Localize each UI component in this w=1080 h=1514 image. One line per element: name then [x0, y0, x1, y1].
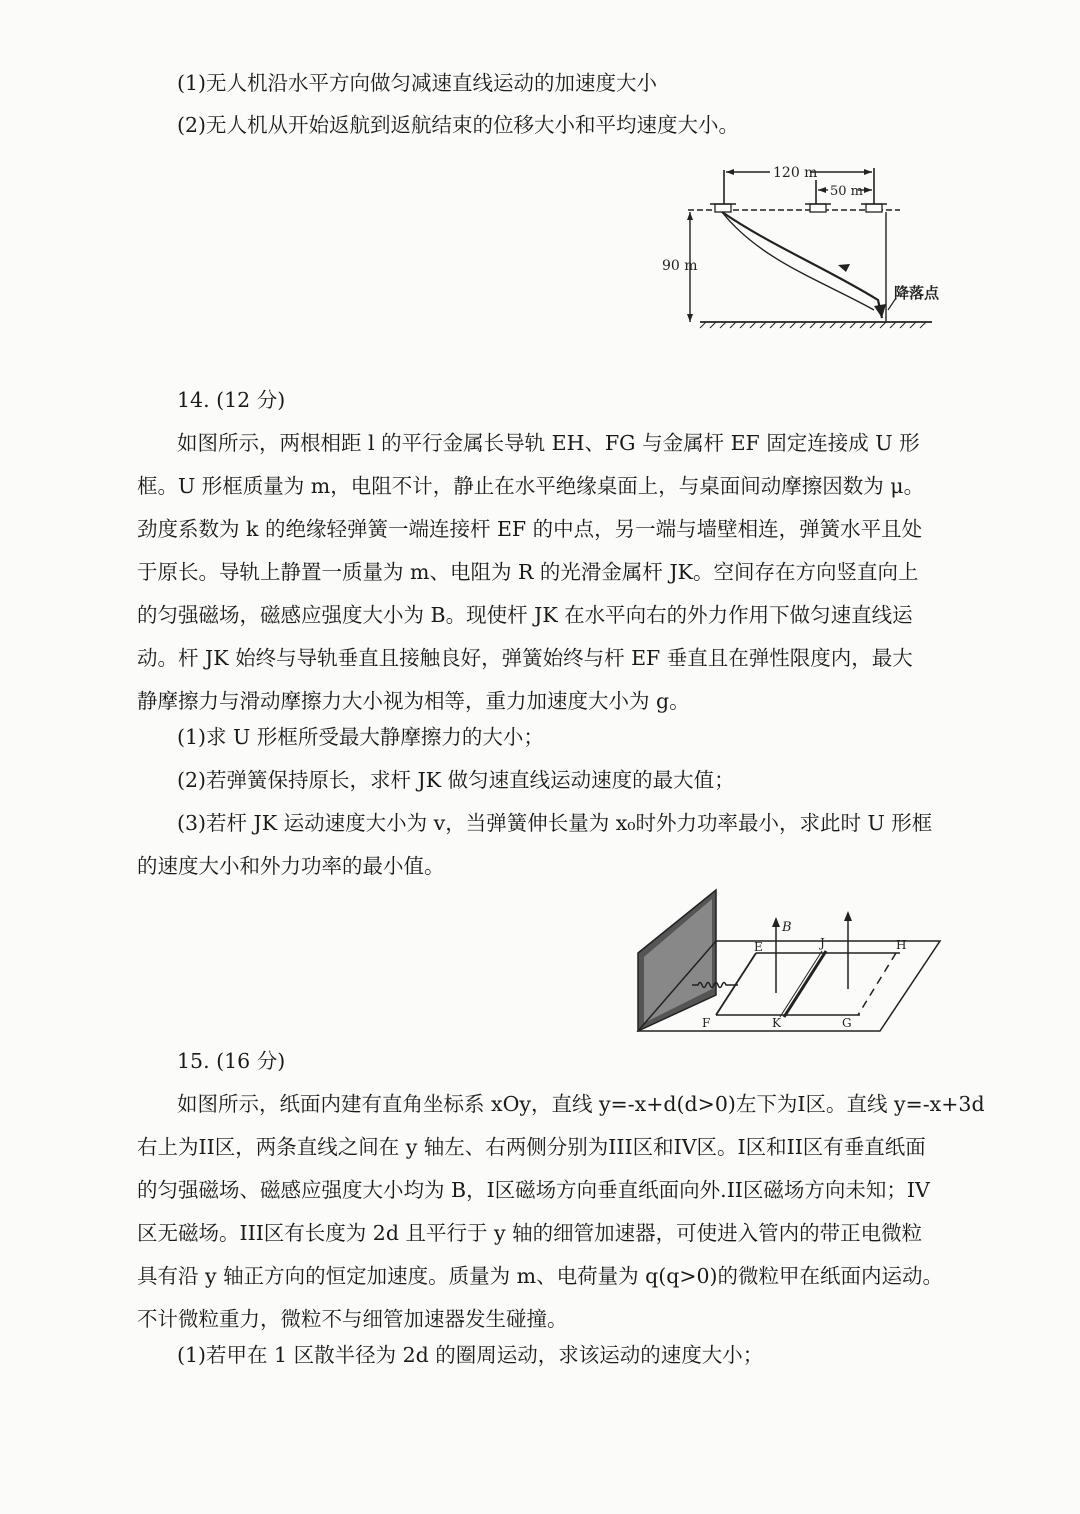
q14-header: 14. (12 分): [177, 388, 286, 412]
q15-line-4: 区无磁场。III区有长度为 2d 且平行于 y 轴的细管加速器，可使进入管内的带正电微粒: [137, 1221, 923, 1245]
drone-trajectory-figure: [660, 150, 960, 340]
label-K: K: [772, 1016, 781, 1030]
label-J: J: [820, 936, 825, 950]
q14-sub2: (2)若弹簧保持原长，求杆 JK 做匀速直线运动速度的最大值；: [177, 768, 735, 792]
q14-sub3-cont: 的速度大小和外力功率的最小值。: [137, 854, 445, 878]
q13-sub2: (2)无人机从开始返航到返航结束的位移大小和平均速度大小。: [177, 113, 740, 137]
q14-line-2: 框。U 形框质量为 m，电阻不计，静止在水平绝缘桌面上，与桌面间动摩擦因数为 μ。: [137, 474, 925, 498]
q15-line-5: 具有沿 y 轴正方向的恒定加速度。质量为 m、电荷量为 q(q>0)的微粒甲在纸面内运动。: [137, 1264, 944, 1288]
q14-line-5: 的匀强磁场，磁感应强度大小为 B。现使杆 JK 在水平向右的外力作用下做匀速直线运: [137, 603, 913, 627]
q14-sub1: (1)求 U 形框所受最大静摩擦力的大小；: [177, 725, 544, 749]
dim-120-label: 120 m: [773, 165, 818, 181]
q14-sub3: (3)若杆 JK 运动速度大小为 v，当弹簧伸长量为 x₀时外力功率最小，求此时 U 形框: [177, 811, 933, 835]
label-G: G: [842, 1016, 852, 1030]
label-B: B: [782, 920, 792, 935]
u-frame-figure: [630, 885, 950, 1035]
drone-icon: [805, 204, 831, 212]
dim-90-label: 90 m: [662, 258, 698, 274]
q14-line-3: 劲度系数为 k 的绝缘轻弹簧一端连接杆 EF 的中点，另一端与墙壁相连，弹簧水平且处: [137, 517, 923, 541]
q14-line-7: 静摩擦力与滑动摩擦力大小视为相等，重力加速度大小为 g。: [137, 689, 690, 713]
q15-sub1: (1)若甲在 1 区散半径为 2d 的圈周运动，求该运动的速度大小；: [177, 1343, 764, 1367]
drone-icon: [710, 204, 736, 212]
q14-line-1: 如图所示，两根相距 l 的平行金属长导轨 EH、FG 与金属杆 EF 固定连接成 U 形: [177, 431, 920, 455]
q15-line-1: 如图所示，纸面内建有直角坐标系 xOy，直线 y=-x+d(d>0)左下为I区。直线 y=-x+3d: [177, 1092, 985, 1116]
label-E: E: [754, 940, 763, 954]
q15-line-3: 的匀强磁场、磁感应强度大小均为 B，I区磁场方向垂直纸面向外.II区磁场方向未知；IV: [137, 1178, 930, 1202]
label-H: H: [896, 938, 907, 952]
q14-line-4: 于原长。导轨上静置一质量为 m、电阻为 R 的光滑金属杆 JK。空间存在方向竖直向上: [137, 560, 919, 584]
q15-line-6: 不计微粒重力，微粒不与细管加速器发生碰撞。: [137, 1307, 568, 1331]
q15-line-2: 右上为II区，两条直线之间在 y 轴左、右两侧分别为III区和IV区。I区和II区有垂直纸面: [137, 1135, 926, 1159]
dim-50-label: 50 m: [830, 184, 864, 199]
q15-header: 15. (16 分): [177, 1049, 286, 1073]
label-F: F: [702, 1016, 711, 1030]
q13-sub1: (1)无人机沿水平方向做匀减速直线运动的加速度大小: [177, 71, 658, 95]
q14-line-6: 动。杆 JK 始终与导轨垂直且接触良好，弹簧始终与杆 EF 垂直且在弹性限度内，最大: [137, 646, 913, 670]
drone-icon: [861, 204, 887, 212]
landing-point-label: 降落点: [894, 284, 940, 302]
